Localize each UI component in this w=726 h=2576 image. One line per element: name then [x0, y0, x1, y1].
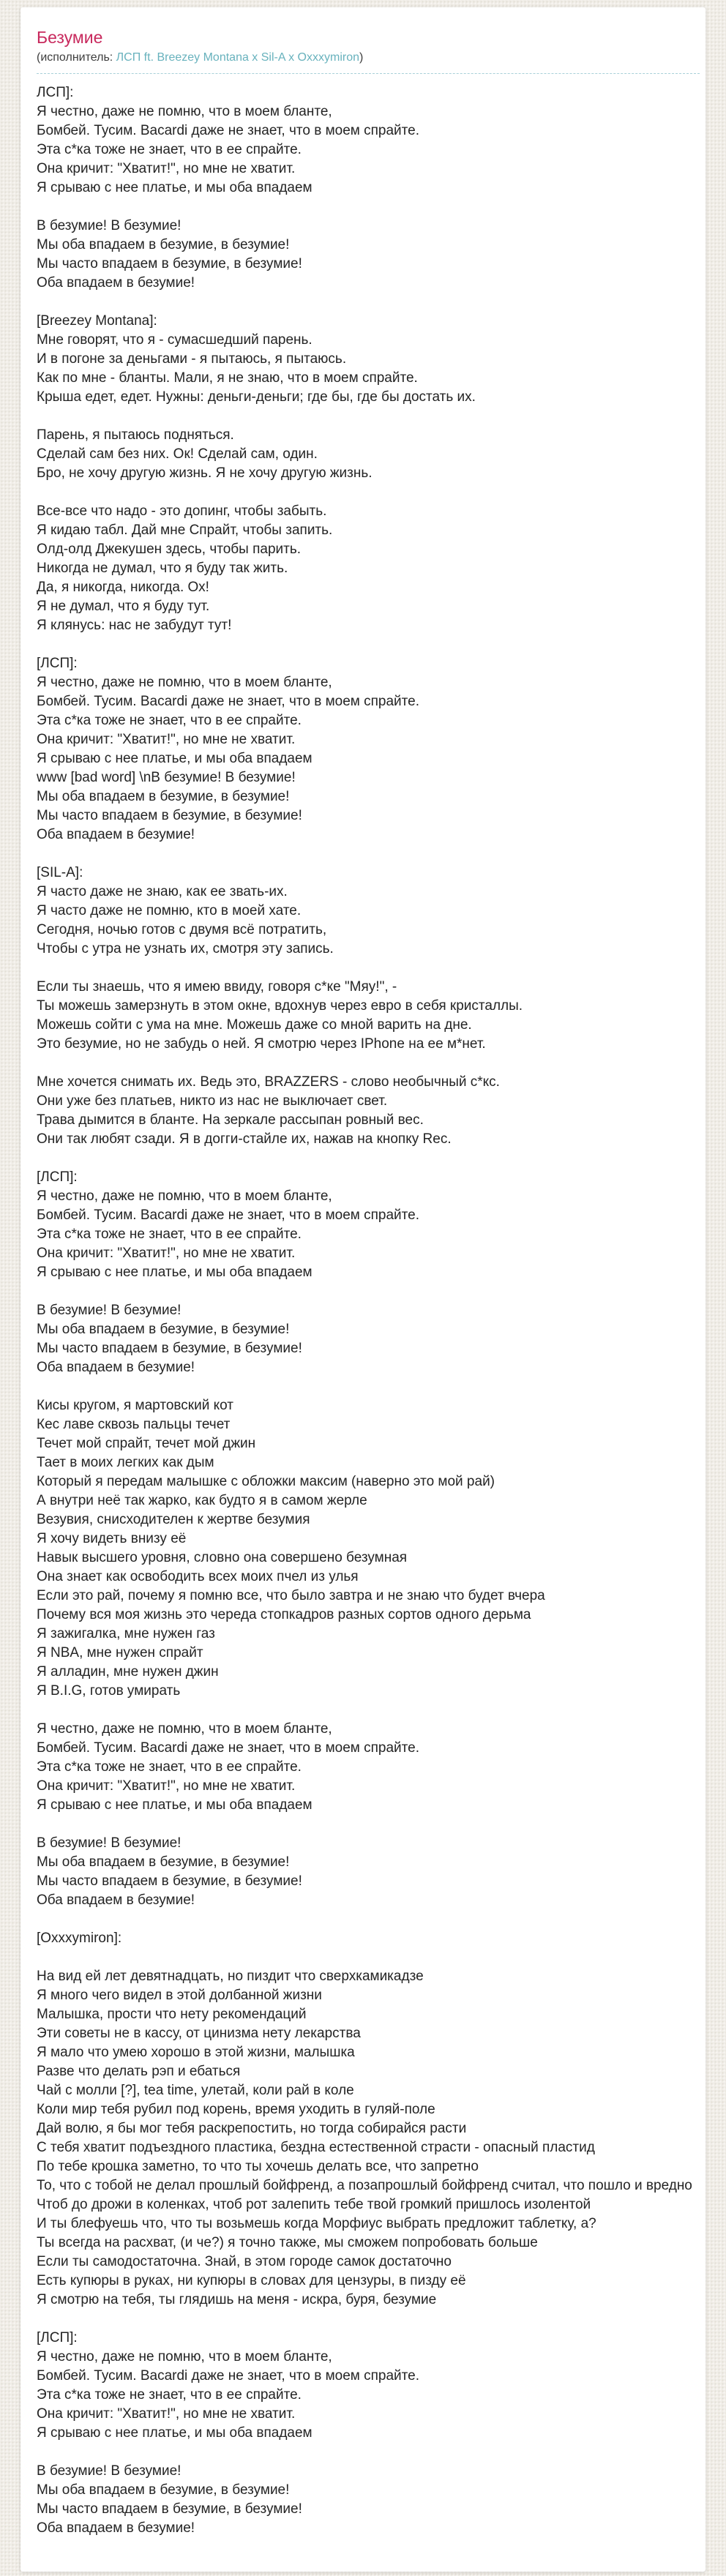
lyrics-line: Мы оба впадаем в безумие, в безумие! — [37, 789, 290, 804]
lyrics-line: Я честно, даже не помню, что в моем бланте, — [37, 675, 332, 690]
lyrics-line: Я честно, даже не помню, что в моем бланте, — [37, 104, 332, 119]
lyrics-line: Я честно, даже не помню, что в моем бланте, — [37, 1188, 332, 1204]
lyrics-line: Оба впадаем в безумие! — [37, 1360, 195, 1375]
lyrics-line: Я B.I.G, готов умирать — [37, 1683, 181, 1699]
lyrics-line: Мы часто впадаем в безумие, в безумие! — [37, 808, 302, 823]
lyrics-line: Течет мой спрайт, течет мой джин — [37, 1436, 256, 1451]
lyrics-line: Они уже без платьев, никто из нас не выключает свет. — [37, 1093, 388, 1109]
lyrics-line: Мы часто впадаем в безумие, в безумие! — [37, 2501, 302, 2517]
lyrics-line: Крыша едет, едет. Нужны: деньги-деньги; где бы, где бы достать их. — [37, 389, 476, 405]
lyrics-block — [37, 83, 700, 198]
lyrics-line: Ты всегда на расхват, (и че?) я точно также, мы сможем попробовать больше — [37, 2235, 538, 2250]
lyrics-line: Эта с*ка тоже не знает, что в ее спрайте. — [37, 1759, 302, 1775]
lyrics-line: www [bad word] \nВ безумие! В безумие! — [37, 770, 296, 785]
lyrics-line: Мы оба впадаем в безумие, в безумие! — [37, 1854, 290, 1870]
lyrics-line: Я срываю с нее платье, и мы оба впадаем — [37, 180, 313, 195]
lyrics-line: Я кидаю табл. Дай мне Спрайт, чтобы запить. — [37, 523, 333, 538]
lyrics-line: Я хочу видеть внизу её — [37, 1531, 187, 1546]
lyrics-line: Как по мне - бланты. Мали, я не знаю, что в моем спрайте. — [37, 370, 418, 386]
lyrics-line: То, что с тобой не делал прошлый бойфренд, а позапрошлый бойфренд считал, что пошло и вредно — [37, 2178, 692, 2193]
lyrics-line: На вид ей лет девятнадцать, но пиздит что сверхкамикадзе — [37, 1969, 424, 1984]
lyrics-line: Навык высшего уровня, словно она совершено безумная — [37, 1550, 408, 1565]
lyrics-card — [20, 7, 706, 2572]
lyrics-line: В безумие! В безумие! — [37, 2463, 182, 2479]
lyrics-line: Кес лаве сквозь пальцы течет — [37, 1417, 231, 1432]
lyrics-line: Сделай сам без них. Ок! Сделай сам, один. — [37, 446, 318, 462]
lyrics-line: Они так любят сзади. Я в догги-стайле их, нажав на кнопку Rec. — [37, 1131, 452, 1147]
performer-line — [37, 50, 700, 74]
lyrics-line: Эта с*ка тоже не знает, что в ее спрайте. — [37, 1227, 302, 1242]
lyrics-line: Почему вся моя жизнь это череда стопкадров разных сортов одного дерьма — [37, 1607, 531, 1622]
lyrics-line: Мы часто впадаем в безумие, в безумие! — [37, 1873, 302, 1889]
lyrics-line: Она знает как освободить всех моих пчел из улья — [37, 1569, 359, 1584]
lyrics-block — [37, 654, 700, 845]
lyrics-line: Это безумие, но не забудь о ней. Я смотрю через IPhone на ее м*нет. — [37, 1036, 486, 1052]
lyrics-line: Я честно, даже не помню, что в моем бланте, — [37, 1721, 332, 1737]
lyrics-line: Я честно, даже не помню, что в моем бланте, — [37, 2349, 332, 2365]
lyrics-block — [37, 312, 700, 407]
lyrics-block — [37, 1396, 700, 1701]
lyrics-line: Я срываю с нее платье, и мы оба впадаем — [37, 1265, 313, 1280]
lyrics-line: Бомбей. Тусим. Bacardi даже не знает, что в моем спрайте. — [37, 1208, 419, 1223]
lyrics-line: [SIL-A]: — [37, 865, 83, 880]
lyrics-line: Бро, не хочу другую жизнь. Я не хочу другую жизнь. — [37, 465, 373, 481]
lyrics-block — [37, 2329, 700, 2443]
lyrics-block — [37, 864, 700, 959]
lyrics-block — [37, 1073, 700, 1149]
lyrics-line: Она кричит: "Хватит!", но мне не хватит. — [37, 1246, 296, 1261]
lyrics-line: [ЛСП]: — [37, 656, 78, 671]
lyrics-line: Я зажигалка, мне нужен газ — [37, 1626, 215, 1641]
lyrics-line: Никогда не думал, что я буду так жить. — [37, 561, 288, 576]
lyrics-line: [Breezey Montana]: — [37, 313, 157, 329]
lyrics-line: Мы часто впадаем в безумие, в безумие! — [37, 1341, 302, 1356]
lyrics-block — [37, 1720, 700, 1815]
performer-suffix: ) — [359, 51, 364, 64]
lyrics-line: Бомбей. Тусим. Bacardi даже не знает, что в моем спрайте. — [37, 2368, 419, 2384]
lyrics-line: Я алладин, мне нужен джин — [37, 1664, 219, 1680]
lyrics-line: Олд-олд Джекушен здесь, чтобы парить. — [37, 542, 302, 557]
lyrics-line: Эта с*ка тоже не знает, что в ее спрайте. — [37, 713, 302, 728]
lyrics-line: Дай волю, я бы мог тебя раскрепостить, но тогда собирайся расти — [37, 2121, 467, 2136]
lyrics-line: Я часто даже не помню, кто в моей хате. — [37, 903, 302, 918]
lyrics-line: Чай с молли [?], tea time, улетай, коли рай в коле — [37, 2083, 354, 2098]
lyrics-line: Она кричит: "Хватит!", но мне не хватит. — [37, 161, 296, 176]
lyrics-line: Я срываю с нее платье, и мы оба впадаем — [37, 751, 313, 766]
lyrics-line: ЛСП]: — [37, 85, 74, 100]
lyrics-block — [37, 1967, 700, 2310]
lyrics-line: Можешь сойти с ума на мне. Можешь даже со мной варить на дне. — [37, 1017, 472, 1033]
lyrics-line: Есть купюры в руках, ни купюры в словах для цензуры, в пизду её — [37, 2273, 466, 2288]
lyrics-line: Если ты самодостаточна. Знай, в этом городе самок достаточно — [37, 2254, 452, 2269]
lyrics-line: [ЛСП]: — [37, 1169, 78, 1185]
lyrics-line: Я клянусь: нас не забудут тут! — [37, 618, 232, 633]
lyrics-line: Оба впадаем в безумие! — [37, 827, 195, 842]
lyrics-line: Я смотрю на тебя, ты глядишь на меня - искра, буря, безумие — [37, 2292, 437, 2307]
lyrics-line: Мне хочется снимать их. Ведь это, BRAZZERS - слово необычный с*кс. — [37, 1074, 500, 1090]
lyrics-line: А внутри неё так жарко, как будто я в самом жерле — [37, 1493, 367, 1508]
lyrics-line: Сегодня, ночью готов с двумя всё потратить, — [37, 922, 327, 937]
performer-label: (исполнитель: — [37, 51, 113, 64]
lyrics-line: Да, я никогда, никогда. Ох! — [37, 580, 209, 595]
lyrics-block — [37, 2462, 700, 2538]
lyrics-line: Я срываю с нее платье, и мы оба впадаем — [37, 2425, 313, 2441]
lyrics-line: Я срываю с нее платье, и мы оба впадаем — [37, 1797, 313, 1813]
lyrics-line: В безумие! В безумие! — [37, 1835, 182, 1851]
lyrics-line: Мы оба впадаем в безумие, в безумие! — [37, 2482, 290, 2498]
lyrics-line: [Oxxxymiron]: — [37, 1931, 122, 1946]
lyrics-line: В безумие! В безумие! — [37, 218, 182, 233]
lyrics-line: Мне говорят, что я - сумасшедший парень. — [37, 332, 313, 348]
lyrics — [37, 83, 700, 2538]
lyrics-line: Я не думал, что я буду тут. — [37, 599, 210, 614]
lyrics-line: Кисы кругом, я мартовский кот — [37, 1398, 233, 1413]
lyrics-line: Оба впадаем в безумие! — [37, 275, 195, 291]
lyrics-line: Оба впадаем в безумие! — [37, 2520, 195, 2536]
lyrics-line: Бомбей. Тусим. Bacardi даже не знает, что в моем спрайте. — [37, 1740, 419, 1756]
lyrics-line: По тебе крошка заметно, то что ты хочешь делать все, что запретно — [37, 2159, 479, 2174]
page-title: Безумие — [37, 28, 103, 47]
lyrics-line: Парень, я пытаюсь подняться. — [37, 427, 234, 443]
lyrics-line: Малышка, прости что нету рекомендаций — [37, 2007, 307, 2022]
lyrics-line: Эта с*ка тоже не знает, что в ее спрайте. — [37, 142, 302, 157]
lyrics-line: Если это рай, почему я помню все, что было завтра и не знаю что будет вчера — [37, 1588, 545, 1603]
lyrics-block — [37, 502, 700, 635]
lyrics-line: Она кричит: "Хватит!", но мне не хватит. — [37, 732, 296, 747]
lyrics-line: Ты можешь замерзнуть в этом окне, вдохнув через евро в себя кристаллы. — [37, 998, 523, 1014]
lyrics-block — [37, 217, 700, 293]
lyrics-line: Трава дымится в бланте. На зеркале рассыпан ровный вес. — [37, 1112, 424, 1128]
lyrics-line: И в погоне за деньгами - я пытаюсь, я пытаюсь. — [37, 351, 347, 367]
lyrics-block — [37, 1834, 700, 1910]
lyrics-line: Она кричит: "Хватит!", но мне не хватит. — [37, 1778, 296, 1794]
lyrics-block — [37, 1929, 700, 1948]
lyrics-line: Мы оба впадаем в безумие, в безумие! — [37, 237, 290, 252]
lyrics-block — [37, 426, 700, 483]
lyrics-line: Коли мир тебя рубил под корень, время уходить в гуляй-поле — [37, 2102, 435, 2117]
lyrics-line: Я много чего видел в этой долбанной жизни — [37, 1988, 322, 2003]
lyrics-line: Если ты знаешь, что я имею ввиду, говоря с*ке "Мяу!", - — [37, 979, 397, 995]
lyrics-line: Эти советы не в кассу, от цинизма нету лекарства — [37, 2026, 361, 2041]
lyrics-line: Мы часто впадаем в безумие, в безумие! — [37, 256, 302, 272]
lyrics-line: В безумие! В безумие! — [37, 1303, 182, 1318]
lyrics-line: [ЛСП]: — [37, 2330, 78, 2345]
lyrics-line: Который я передам малышке с обложки максим (наверно это мой рай) — [37, 1474, 495, 1489]
lyrics-line: Все-все что надо - это допинг, чтобы забыть. — [37, 503, 327, 519]
lyrics-line: Бомбей. Тусим. Bacardi даже не знает, что в моем спрайте. — [37, 123, 419, 138]
lyrics-line: Тает в моих легких как дым — [37, 1455, 214, 1470]
lyrics-line: Разве что делать рэп и ебаться — [37, 2064, 241, 2079]
lyrics-line: Оба впадаем в безумие! — [37, 1892, 195, 1908]
lyrics-line: Везувия, снисходителен к жертве безумия — [37, 1512, 310, 1527]
lyrics-block — [37, 1301, 700, 1377]
lyrics-line: Эта с*ка тоже не знает, что в ее спрайте. — [37, 2387, 302, 2403]
lyrics-block — [37, 1168, 700, 1282]
lyrics-line: Я NBA, мне нужен спрайт — [37, 1645, 203, 1660]
lyrics-line: Я мало что умею хорошо в этой жизни, малышка — [37, 2045, 355, 2060]
lyrics-line: С тебя хватит подъездного пластика, бездна естественной страсти - опасный пластид — [37, 2140, 595, 2155]
lyrics-line: И ты блефуешь что, что ты возьмешь когда Морфиус выбрать предложит таблетку, а? — [37, 2216, 596, 2231]
artist-link[interactable]: ЛСП ft. Breezey Montana x Sil-A x Oxxxymiron — [116, 51, 359, 64]
lyrics-line: Чтобы с утра не узнать их, смотря эту запись. — [37, 941, 334, 956]
lyrics-line: Я часто даже не знаю, как ее звать-их. — [37, 884, 288, 899]
lyrics-line: Мы оба впадаем в безумие, в безумие! — [37, 1322, 290, 1337]
lyrics-block — [37, 978, 700, 1054]
lyrics-line: Она кричит: "Хватит!", но мне не хватит. — [37, 2406, 296, 2422]
lyrics-line: Чтоб до дрожи в коленках, чтоб рот залепить тебе твой громкий пришлось изолентой — [37, 2197, 591, 2212]
lyrics-line: Бомбей. Тусим. Bacardi даже не знает, что в моем спрайте. — [37, 694, 419, 709]
